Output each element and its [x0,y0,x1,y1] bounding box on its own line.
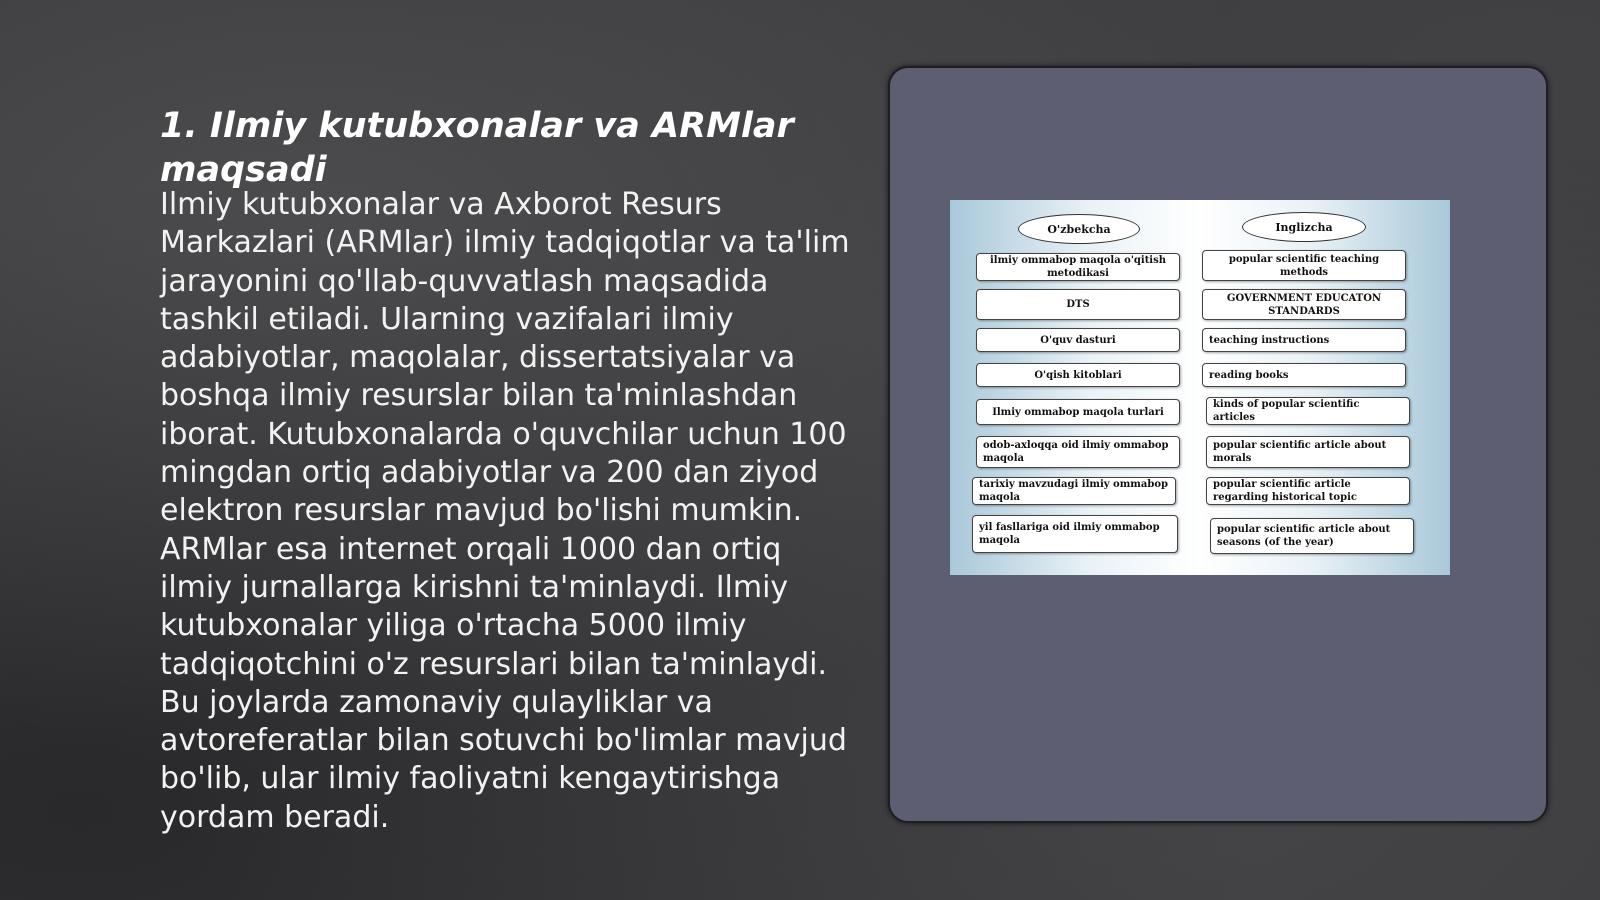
uzbek-term: DTS [976,289,1180,320]
english-term: teaching instructions [1202,328,1406,352]
english-term: popular scientific article regarding historical topic [1206,477,1410,505]
uzbek-term: odob-axloqqa oid ilmiy ommabop maqola [976,436,1180,468]
english-term: GOVERNMENT EDUCATON STANDARDS [1202,289,1406,320]
slide-body-text: Ilmiy kutubxonalar va Axborot Resurs Markazlari (ARMlar) ilmiy tadqiqotlar va ta'lim jarayonini qo'llab-quvvatlash maqsadida tashkil etiladi. Ularning vazifalari ilmiy adabiyotlar, maqolalar, dissertatsiyalar va boshqa ilmiy resurslar bilan ta'minlashdan iborat. Kutubxonalarda o'quvchilar uchun 100 mingdan ortiq adabiyotlar va 200 dan ziyod elektron resurslar mavjud bo'lishi mumkin. ARMlar esa internet orqali 1000 dan ortiq ilmiy jurnallarga kirishni ta'minlaydi. Ilmiy kutubxonalar yiliga o'rtacha 5000 ilmiy tadqiqotchini o'z resurslari bilan ta'minlaydi. Bu joylarda zamonaviy qulayliklar va avtoreferatlar bilan sotuvchi bo'limlar mavjud bo'lib, ular ilmiy faoliyatni kengaytirishga yordam beradi. [160,187,850,835]
uzbek-term: O'quv dasturi [976,328,1180,352]
slide-title: 1. Ilmiy kutubxonalar va ARMlar maqsadi [160,106,794,190]
english-term: kinds of popular scientific articles [1206,397,1410,425]
english-term: popular scientific article about seasons (of the year) [1210,518,1414,554]
uzbek-term: yil fasllariga oid ilmiy ommabop maqola [972,515,1178,553]
translation-diagram [950,200,1450,575]
uzbek-term: Ilmiy ommabop maqola turlari [976,399,1180,425]
uzbek-term: ilmiy ommabop maqola o'qitish metodikasi [976,253,1180,281]
english-term: popular scientific article about morals [1206,436,1410,468]
english-header-cloud: Inglizcha [1242,212,1366,242]
english-term: popular scientific teaching methods [1202,250,1406,281]
uzbek-header-cloud: O'zbekcha [1018,214,1140,244]
uzbek-term: tarixiy mavzudagi ilmiy ommabop maqola [972,477,1176,505]
english-term: reading books [1202,363,1406,387]
uzbek-term: O'qish kitoblari [976,363,1180,387]
